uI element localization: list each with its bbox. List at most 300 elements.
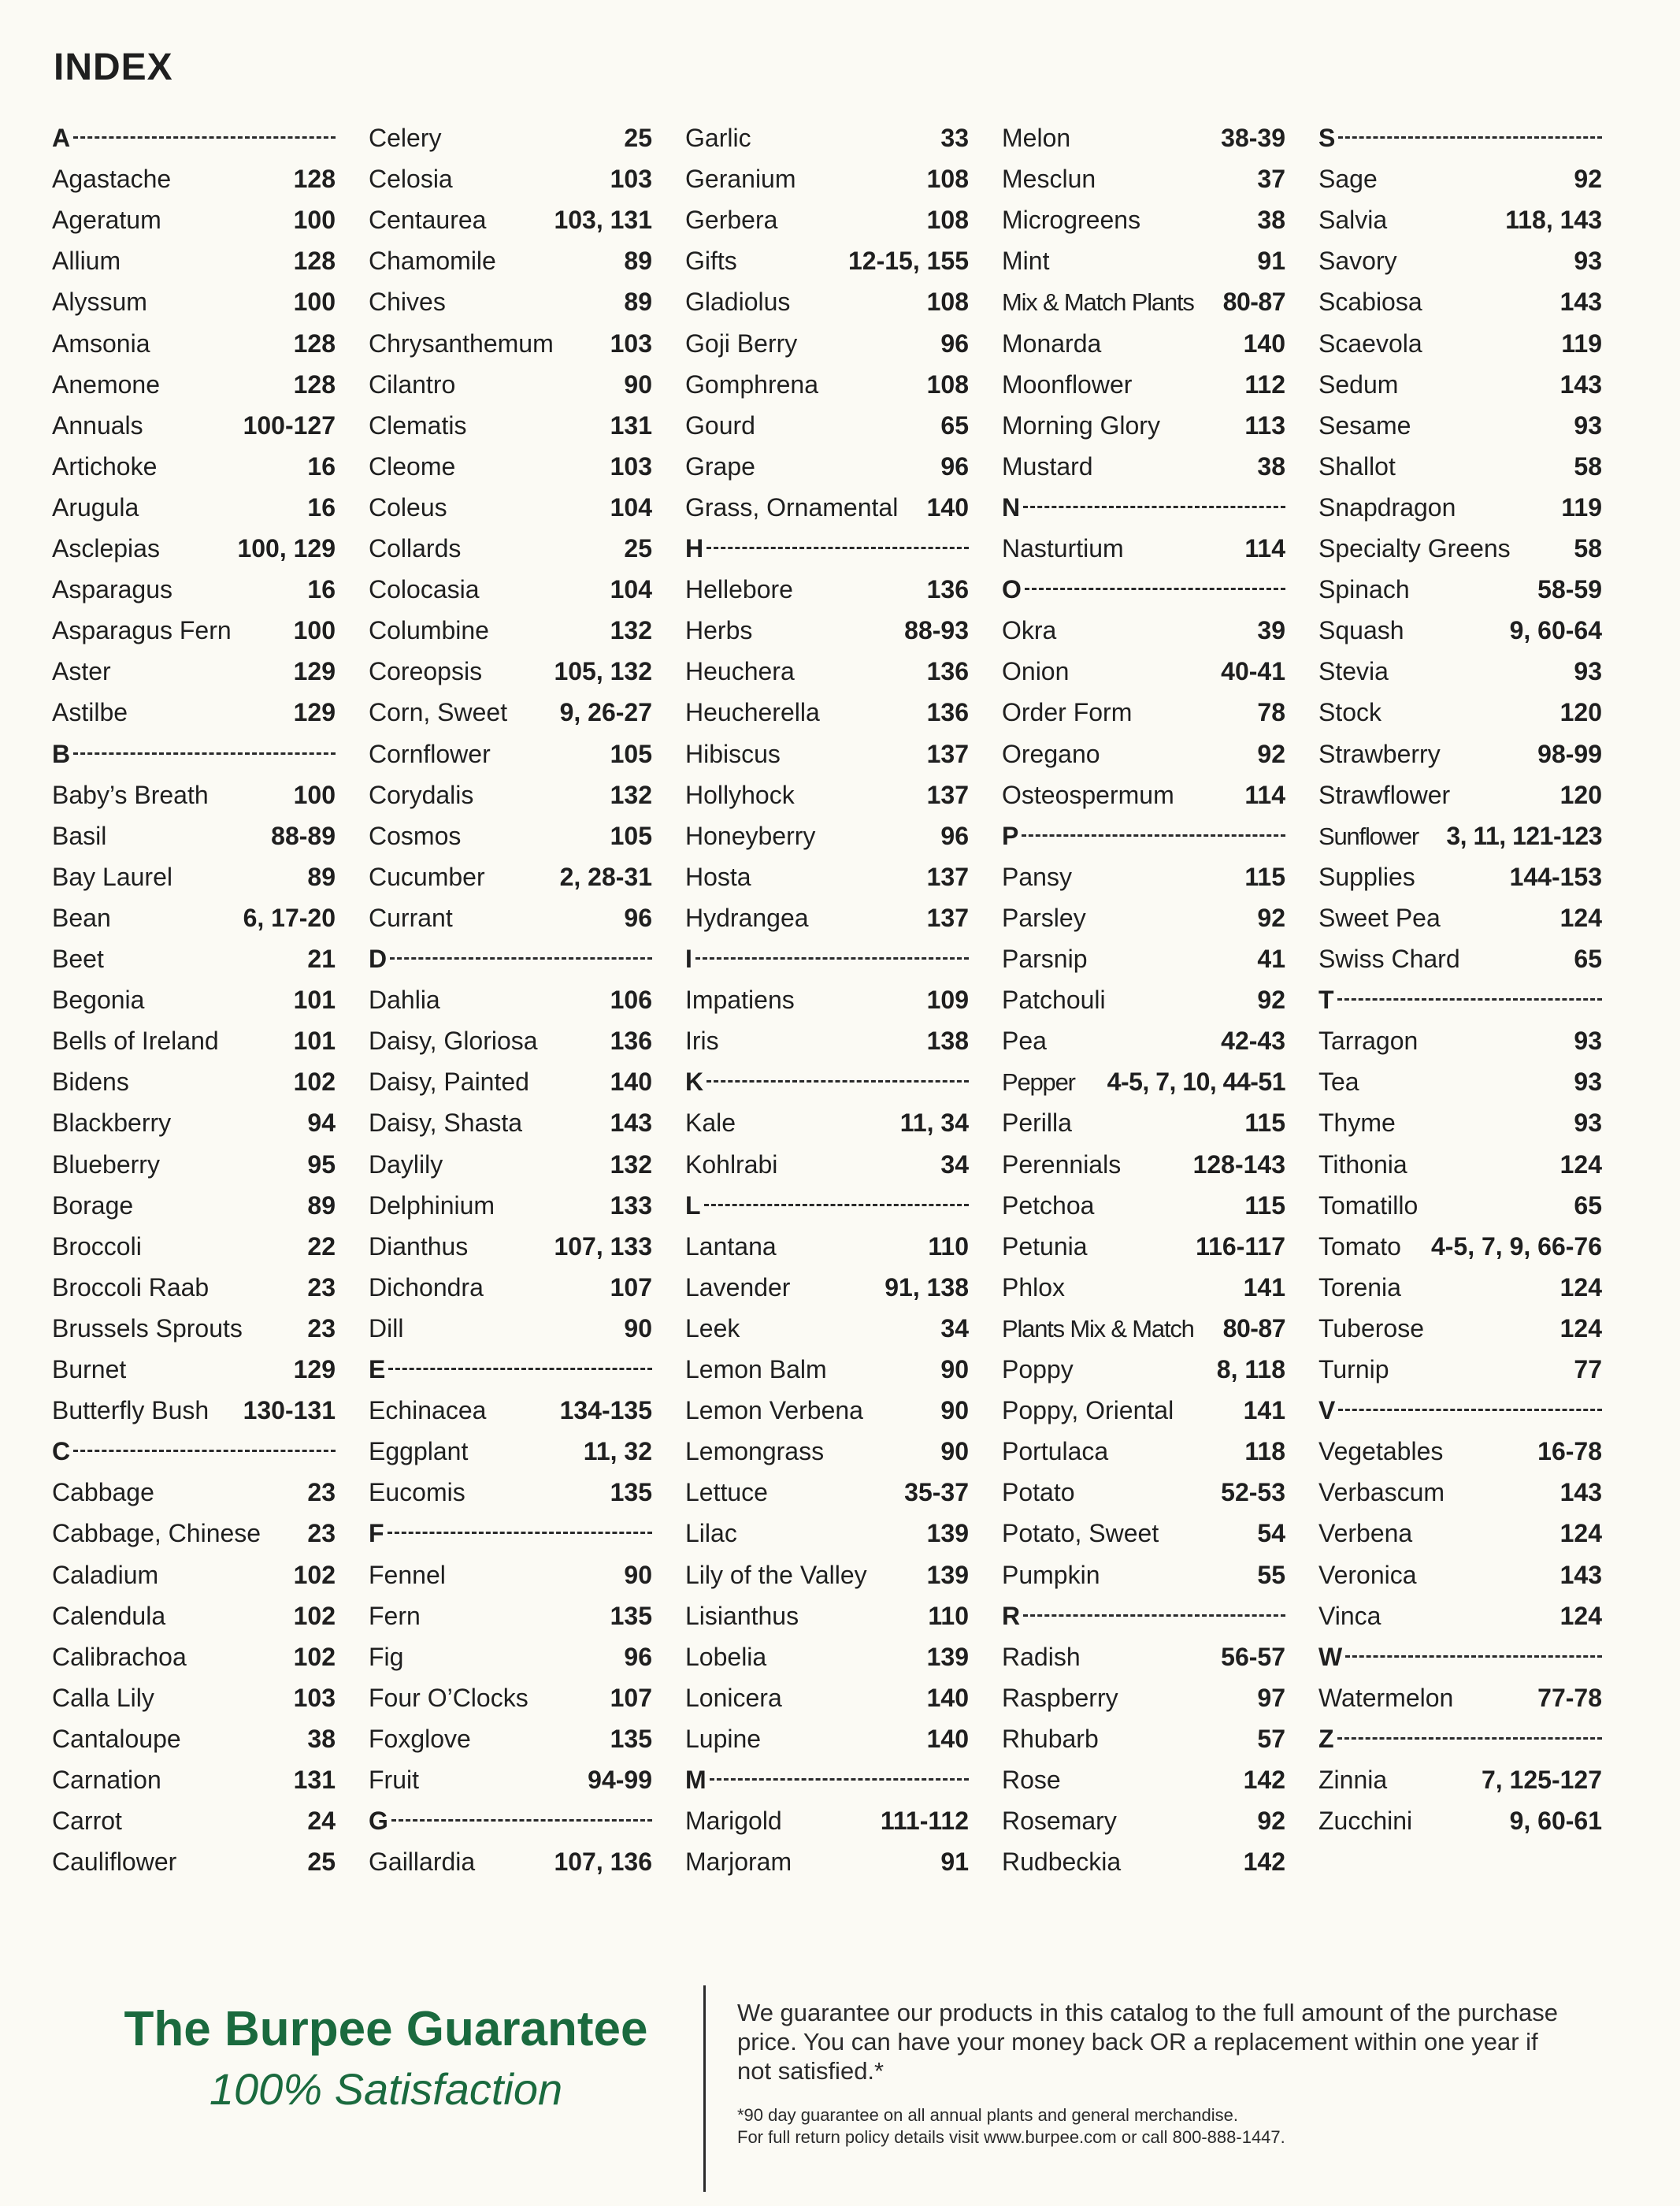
index-entry <box>369 159 652 199</box>
entry-name: Alyssum <box>52 288 147 317</box>
entry-pages: 25 <box>307 1848 336 1877</box>
index-entry <box>685 118 969 158</box>
index-entry <box>1002 898 1285 938</box>
index-entry <box>1002 1842 1285 1881</box>
entry-name: Sesame <box>1318 410 1411 440</box>
entry-name: Heuchera <box>685 657 795 686</box>
entry-pages: 137 <box>926 780 969 809</box>
dashed-rule <box>1025 588 1285 590</box>
index-entry <box>52 529 336 568</box>
entry-name: Verbena <box>1318 1519 1413 1548</box>
entry-pages: 118 <box>1244 1437 1285 1466</box>
entry-pages: 143 <box>1559 288 1602 317</box>
entry-name: Zinnia <box>1318 1766 1388 1794</box>
index-entry <box>1002 611 1285 650</box>
entry-name: Tarragon <box>1318 1027 1419 1056</box>
index-entry <box>1318 282 1602 321</box>
entry-pages: 105 <box>610 739 652 768</box>
index-entry <box>1318 1145 1602 1184</box>
section-letter: I <box>685 945 692 973</box>
index-entry <box>52 857 336 897</box>
entry-pages: 132 <box>610 1149 652 1179</box>
section-letter: R <box>1002 1601 1021 1630</box>
entry-name: Zucchini <box>1318 1807 1413 1836</box>
index-entry <box>1002 980 1285 1019</box>
entry-pages: 91, 138 <box>885 1272 969 1302</box>
entry-name: Lilac <box>685 1519 737 1548</box>
entry-name: Asclepias <box>52 534 160 563</box>
entry-pages: 144-153 <box>1509 862 1602 891</box>
entry-pages: 135 <box>610 1478 652 1507</box>
index-entry <box>1318 324 1602 363</box>
entry-pages: 100 <box>293 616 336 645</box>
entry-pages: 139 <box>926 1560 969 1589</box>
entry-name: Oregano <box>1002 739 1100 768</box>
index-entry <box>52 1719 336 1758</box>
entry-name: Celosia <box>369 165 453 194</box>
entry-pages: 96 <box>624 903 652 932</box>
entry-name: Cabbage <box>52 1478 154 1507</box>
entry-pages: 96 <box>940 821 969 850</box>
entry-name: Chamomile <box>369 247 496 276</box>
entry-pages: 124 <box>1559 1149 1602 1179</box>
index-entry <box>52 939 336 979</box>
entry-name: Delphinium <box>369 1190 495 1220</box>
index-entry <box>685 980 969 1019</box>
section-letter-b <box>52 734 336 774</box>
entry-pages: 38 <box>307 1724 336 1753</box>
entry-name: Daisy, Gloriosa <box>369 1027 538 1056</box>
index-entry <box>52 1227 336 1266</box>
section-letter: L <box>685 1190 701 1220</box>
entry-name: Gladiolus <box>685 288 791 317</box>
guarantee-title: The Burpee Guarantee <box>124 2002 648 2056</box>
entry-pages: 137 <box>926 903 969 932</box>
entry-pages: 110 <box>928 1601 969 1630</box>
entry-pages: 55 <box>1257 1560 1285 1589</box>
entry-pages: 4-5, 7, 9, 66-76 <box>1430 1231 1602 1261</box>
index-entry <box>52 898 336 938</box>
index-entry <box>369 1062 652 1101</box>
entry-pages: 120 <box>1559 698 1602 727</box>
index-entry <box>1002 1103 1285 1142</box>
entry-pages: 106 <box>610 986 652 1015</box>
entry-pages: 128-143 <box>1192 1149 1285 1179</box>
index-entry <box>1318 159 1602 199</box>
index-entry <box>685 1145 969 1184</box>
entry-name: Asparagus <box>52 575 172 604</box>
index-entry <box>52 1062 336 1101</box>
index-entry <box>1318 734 1602 774</box>
entry-name: Spinach <box>1318 575 1410 604</box>
entry-pages: 89 <box>624 288 652 317</box>
entry-pages: 102 <box>293 1601 336 1630</box>
section-letter: D <box>369 945 388 973</box>
entry-pages: 23 <box>307 1519 336 1548</box>
entry-pages: 93 <box>1574 1027 1602 1056</box>
index-entry <box>685 652 969 691</box>
section-letter: Z <box>1318 1724 1334 1753</box>
entry-name: Geranium <box>685 165 796 194</box>
index-entry <box>1318 1760 1602 1799</box>
dashed-rule <box>1022 834 1285 837</box>
entry-name: Moonflower <box>1002 370 1133 399</box>
entry-pages: 139 <box>926 1519 969 1548</box>
entry-name: Tuberose <box>1318 1313 1424 1343</box>
entry-name: Gifts <box>685 247 737 276</box>
index-entry <box>685 816 969 856</box>
section-letter: P <box>1002 821 1019 850</box>
index-entry <box>52 775 336 815</box>
index-entry <box>52 1021 336 1060</box>
entry-name: Chives <box>369 288 446 317</box>
index-entry <box>685 447 969 486</box>
index-entry <box>369 447 652 486</box>
index-entry <box>1002 118 1285 158</box>
entry-pages: 16 <box>307 451 336 481</box>
section-letter: O <box>1002 575 1022 604</box>
entry-name: Dianthus <box>369 1231 469 1261</box>
entry-name: Snapdragon <box>1318 492 1456 522</box>
index-entry <box>369 282 652 321</box>
entry-pages: 115 <box>1244 1190 1285 1220</box>
index-entry <box>1002 159 1285 199</box>
entry-name: Strawberry <box>1318 739 1441 768</box>
section-letter-r <box>1002 1596 1285 1636</box>
index-entry <box>685 200 969 240</box>
entry-name: Foxglove <box>369 1724 471 1753</box>
entry-name: Tea <box>1318 1068 1359 1097</box>
entry-name: Watermelon <box>1318 1683 1454 1712</box>
entry-name: Fern <box>369 1601 421 1630</box>
index-entry <box>52 570 336 609</box>
entry-name: Colocasia <box>369 575 480 604</box>
entry-pages: 109 <box>926 986 969 1015</box>
entry-name: Monarda <box>1002 329 1102 358</box>
index-entry <box>685 1637 969 1677</box>
index-entry <box>1318 241 1602 280</box>
entry-name: Parsnip <box>1002 945 1088 973</box>
dashed-rule <box>73 1450 336 1452</box>
entry-pages: 57 <box>1257 1724 1285 1753</box>
entry-pages: 116-117 <box>1196 1231 1285 1261</box>
index-entry <box>1318 1062 1602 1101</box>
entry-pages: 91 <box>940 1848 969 1877</box>
index-entry <box>369 1021 652 1060</box>
entry-name: Anemone <box>52 370 160 399</box>
entry-pages: 7, 125-127 <box>1481 1766 1602 1794</box>
index-entry <box>1318 1350 1602 1389</box>
entry-pages: 100 <box>293 288 336 317</box>
entry-pages: 111-112 <box>880 1807 969 1836</box>
entry-pages: 133 <box>610 1190 652 1220</box>
entry-pages: 16 <box>307 492 336 522</box>
index-entry <box>685 1021 969 1060</box>
entry-name: Eggplant <box>369 1437 469 1466</box>
guarantee-divider <box>703 1985 706 2192</box>
entry-name: Corydalis <box>369 780 474 809</box>
dashed-rule <box>391 1819 652 1822</box>
index-entry <box>1002 939 1285 979</box>
dashed-rule <box>710 1778 969 1781</box>
entry-name: Savory <box>1318 247 1397 276</box>
entry-pages: 129 <box>293 1355 336 1383</box>
section-letter: B <box>52 739 71 768</box>
entry-name: Impatiens <box>685 986 795 1015</box>
index-entry <box>685 1103 969 1142</box>
entry-pages: 107, 133 <box>554 1231 652 1261</box>
index-entry <box>369 1596 652 1636</box>
entry-name: Tithonia <box>1318 1149 1407 1179</box>
section-letter-k <box>685 1062 969 1101</box>
dashed-rule <box>1345 1655 1602 1658</box>
entry-pages: 128 <box>293 165 336 194</box>
section-letter-t <box>1318 980 1602 1019</box>
entry-pages: 25 <box>624 534 652 563</box>
entry-pages: 9, 26-27 <box>559 698 652 727</box>
index-entry <box>52 1186 336 1225</box>
index-entry <box>685 775 969 815</box>
entry-pages: 38 <box>1257 451 1285 481</box>
entry-pages: 134-135 <box>559 1396 652 1425</box>
index-entry <box>52 159 336 199</box>
entry-name: Verbascum <box>1318 1478 1445 1507</box>
entry-pages: 128 <box>293 370 336 399</box>
index-entry <box>1318 406 1602 445</box>
entry-pages: 103, 131 <box>554 206 652 235</box>
index-entry <box>52 1350 336 1389</box>
index-entry <box>52 1103 336 1142</box>
entry-pages: 96 <box>940 329 969 358</box>
index-entry <box>369 1309 652 1348</box>
index-entry <box>1318 816 1602 856</box>
entry-pages: 92 <box>1257 986 1285 1015</box>
entry-name: Centaurea <box>369 206 487 235</box>
index-entry <box>1002 1268 1285 1307</box>
entry-name: Microgreens <box>1002 206 1141 235</box>
entry-name: Lily of the Valley <box>685 1560 867 1589</box>
entry-pages: 102 <box>293 1068 336 1097</box>
entry-pages: 9, 60-64 <box>1509 616 1602 645</box>
index-entry <box>52 241 336 280</box>
entry-name: Butterfly Bush <box>52 1396 210 1425</box>
entry-pages: 89 <box>307 1190 336 1220</box>
index-entry <box>369 1145 652 1184</box>
entry-name: Artichoke <box>52 451 158 481</box>
entry-name: Arugula <box>52 492 139 522</box>
entry-name: Cleome <box>369 451 456 481</box>
index-entry <box>1002 200 1285 240</box>
index-entry <box>685 365 969 404</box>
entry-pages: 9, 60-61 <box>1509 1807 1602 1836</box>
index-entry <box>369 118 652 158</box>
entry-name: Amsonia <box>52 329 150 358</box>
entry-pages: 16-78 <box>1537 1437 1602 1466</box>
entry-pages: 138 <box>926 1027 969 1056</box>
index-entry <box>52 1842 336 1881</box>
entry-name: Garlic <box>685 124 751 152</box>
entry-name: Bay Laurel <box>52 862 172 891</box>
entry-pages: 132 <box>610 780 652 809</box>
index-entry <box>1318 1513 1602 1553</box>
entry-name: Bells of Ireland <box>52 1027 219 1056</box>
index-entry <box>1318 1432 1602 1471</box>
entry-pages: 140 <box>926 492 969 522</box>
entry-name: Celery <box>369 124 442 152</box>
index-entry <box>685 611 969 650</box>
entry-pages: 92 <box>1257 1807 1285 1836</box>
section-letter: S <box>1318 124 1336 152</box>
index-entry <box>52 1513 336 1553</box>
entry-name: Bean <box>52 903 111 932</box>
entry-pages: 140 <box>926 1724 969 1753</box>
index-entry <box>52 1801 336 1840</box>
entry-pages: 54 <box>1257 1519 1285 1548</box>
entry-pages: 93 <box>1574 1109 1602 1138</box>
entry-name: Echinacea <box>369 1396 487 1425</box>
entry-name: Lemon Balm <box>685 1355 827 1383</box>
index-entry <box>1318 200 1602 240</box>
entry-pages: 129 <box>293 698 336 727</box>
entry-pages: 142 <box>1243 1848 1285 1877</box>
entry-name: Goji Berry <box>685 329 798 358</box>
entry-pages: 143 <box>610 1109 652 1138</box>
entry-name: Kohlrabi <box>685 1149 778 1179</box>
entry-name: Fennel <box>369 1560 446 1589</box>
dashed-rule <box>388 1532 652 1534</box>
dashed-rule <box>1338 1409 1602 1411</box>
entry-pages: 24 <box>307 1807 336 1836</box>
section-letter: C <box>52 1437 71 1466</box>
entry-name: Lobelia <box>685 1642 767 1671</box>
index-entry <box>369 1719 652 1758</box>
entry-pages: 140 <box>926 1683 969 1712</box>
dashed-rule <box>1338 136 1602 139</box>
entry-name: Blackberry <box>52 1109 172 1138</box>
fine-print-line: *90 day guarantee on all annual plants and general merchandise. <box>737 2105 1239 2125</box>
entry-pages: 135 <box>610 1601 652 1630</box>
entry-pages: 97 <box>1257 1683 1285 1712</box>
entry-pages: 128 <box>293 329 336 358</box>
index-entry <box>1002 1513 1285 1553</box>
entry-name: Petchoa <box>1002 1190 1095 1220</box>
index-entry <box>1002 324 1285 363</box>
section-letter-c <box>52 1432 336 1471</box>
entry-name: Baby’s Breath <box>52 780 209 809</box>
entry-name: Agastache <box>52 165 172 194</box>
entry-name: Carnation <box>52 1766 161 1794</box>
entry-pages: 23 <box>307 1478 336 1507</box>
entry-pages: 65 <box>940 410 969 440</box>
entry-pages: 89 <box>624 247 652 276</box>
entry-pages: 11, 34 <box>899 1109 969 1138</box>
index-entry <box>52 816 336 856</box>
entry-name: Daisy, Painted <box>369 1068 529 1097</box>
section-letter-f <box>369 1513 652 1553</box>
entry-pages: 39 <box>1257 616 1285 645</box>
section-letter-e <box>369 1350 652 1389</box>
entry-pages: 40-41 <box>1221 657 1285 686</box>
index-entry <box>1318 529 1602 568</box>
entry-name: Hydrangea <box>685 903 809 932</box>
entry-pages: 107, 136 <box>554 1848 652 1877</box>
section-letter-n <box>1002 488 1285 527</box>
index-entry <box>685 1555 969 1595</box>
entry-name: Cilantro <box>369 370 456 399</box>
index-entry <box>369 406 652 445</box>
entry-name: Hollyhock <box>685 780 795 809</box>
index-entry <box>52 1309 336 1348</box>
entry-pages: 96 <box>940 451 969 481</box>
entry-name: Hosta <box>685 862 751 891</box>
entry-name: Stevia <box>1318 657 1389 686</box>
entry-pages: 143 <box>1559 1560 1602 1589</box>
entry-name: Clematis <box>369 410 467 440</box>
entry-name: Coleus <box>369 492 447 522</box>
entry-name: Gomphrena <box>685 370 818 399</box>
entry-name: Swiss Chard <box>1318 945 1460 973</box>
entry-name: Sedum <box>1318 370 1399 399</box>
entry-name: Chrysanthemum <box>369 329 554 358</box>
section-letter: V <box>1318 1396 1336 1425</box>
entry-name: Calendula <box>52 1601 166 1630</box>
entry-name: Astilbe <box>52 698 128 727</box>
entry-pages: 23 <box>307 1313 336 1343</box>
entry-name: Columbine <box>369 616 489 645</box>
entry-pages: 136 <box>926 698 969 727</box>
entry-pages: 21 <box>307 945 336 973</box>
index-entry <box>1318 1021 1602 1060</box>
index-entry <box>369 1760 652 1799</box>
index-entry <box>685 1268 969 1307</box>
entry-pages: 143 <box>1559 370 1602 399</box>
entry-pages: 11, 32 <box>583 1437 652 1466</box>
entry-name: Rudbeckia <box>1002 1848 1122 1877</box>
dashed-rule <box>1337 1737 1602 1740</box>
entry-pages: 113 <box>1244 410 1285 440</box>
section-letter-a <box>52 118 336 158</box>
entry-pages: 136 <box>926 575 969 604</box>
entry-pages: 137 <box>926 739 969 768</box>
entry-name: Rosemary <box>1002 1807 1117 1836</box>
entry-pages: 94 <box>307 1109 336 1138</box>
index-entry <box>52 693 336 732</box>
section-letter-l <box>685 1186 969 1225</box>
index-entry <box>1318 1801 1602 1840</box>
index-entry <box>685 898 969 938</box>
index-entry <box>52 365 336 404</box>
index-entry <box>1318 1103 1602 1142</box>
entry-name: Annuals <box>52 410 143 440</box>
entry-name: Daylily <box>369 1149 443 1179</box>
index-entry <box>369 365 652 404</box>
entry-pages: 105 <box>610 821 652 850</box>
index-entry <box>1002 1432 1285 1471</box>
index-entry <box>1002 1473 1285 1512</box>
entry-pages: 52-53 <box>1221 1478 1285 1507</box>
entry-pages: 78 <box>1257 698 1285 727</box>
index-entry <box>52 1637 336 1677</box>
entry-pages: 105, 132 <box>554 657 652 686</box>
entry-pages: 102 <box>293 1642 336 1671</box>
dashed-rule <box>390 957 652 960</box>
entry-pages: 110 <box>928 1231 969 1261</box>
entry-name: Beet <box>52 945 104 973</box>
entry-name: Rhubarb <box>1002 1724 1099 1753</box>
entry-name: Leek <box>685 1313 740 1343</box>
index-entry <box>52 1268 336 1307</box>
entry-name: Mesclun <box>1002 165 1096 194</box>
